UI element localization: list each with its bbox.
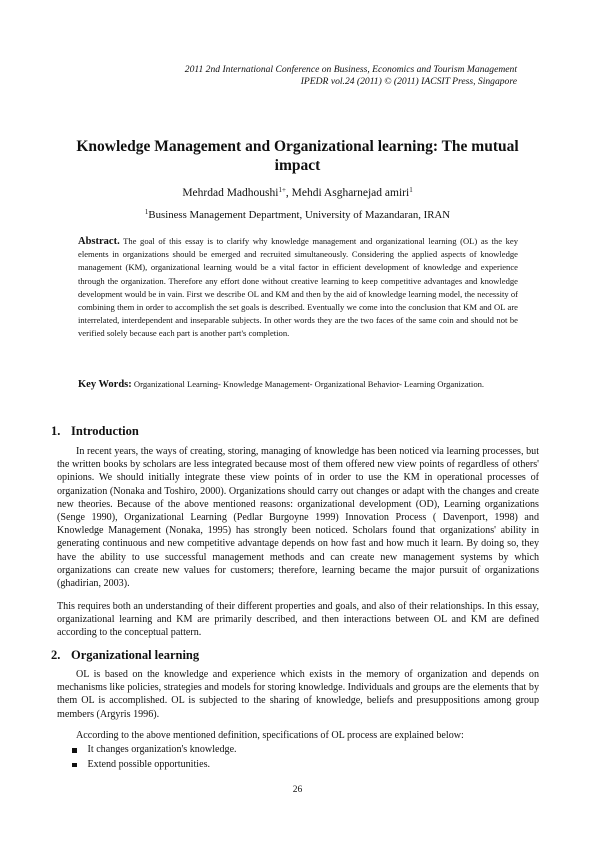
bullet-square-icon — [72, 748, 77, 753]
author-superscript: 1+ — [278, 186, 286, 194]
paper-title: Knowledge Management and Organizational learning: The mutual impact — [76, 138, 519, 174]
body-paragraph: This requires both an understanding of their different properties and goals, and also of their relationships. In this essay, organizational learning and KM are primarily described, and then interactions between OL and KM are defined according to the conceptual pattern. — [57, 601, 539, 639]
bullet-item — [72, 758, 237, 773]
bullet-item — [72, 743, 237, 758]
abstract — [78, 235, 518, 341]
section-title: Organizational learning — [71, 648, 200, 662]
bullet-text: It changes organization's knowledge. — [87, 744, 237, 755]
affiliation-superscript: 1 — [144, 208, 149, 216]
keywords-label: Key Words: — [78, 379, 132, 390]
body-paragraph: OL is based on the knowledge and experience which exists in the memory of organization and depends on mechanisms like policies, strategies and models for storing knowledge. Individuals and groups are the elements that by them OL is accomplished. OL is subjected to the sharing of knowledge, beliefs and presuppositions among group members (Argyris 1996). — [57, 669, 539, 720]
abstract-label: Abstract. — [78, 236, 120, 247]
body-paragraph: According to the above mentioned definition, specifications of OL process are explained below: — [76, 730, 464, 741]
author-name: Mehrdad Madhoushi — [182, 187, 279, 199]
affiliation-text: Business Management Department, University of Mazandaran, IRAN — [148, 209, 451, 221]
section-heading — [51, 424, 139, 439]
conference-header-line-2: IPEDR vol.24 (2011) © (2011) IACSIT Press, Singapore — [300, 76, 517, 87]
bullet-list — [72, 743, 237, 772]
section-title: Introduction — [71, 424, 139, 438]
section-number: 2. — [51, 648, 61, 662]
abstract-text: The goal of this essay is to clarify why knowledge management and organizational learning (OL) as the key elements in organizations should be emerged and recruited simultaneously. Considering the applied aspects of knowledge management (KM), organizational learning would be a vital factor in efficient development of knowledge and experience through the organization. Therefore any effort done without creative learning to keep competitive advantages and knowledge development would be in vain. First we describe OL and KM and then by the aid of knowledge learning model, the necessity of combining them in order to accomplish the set goals is described. Eventually we come into the conclusion that KM and OL are interrelated, interdependent and inseparable subjects. In other words they are the two faces of the same coin and should not be verified solely because each part is another part's completion. — [78, 236, 518, 339]
section-heading — [51, 648, 199, 663]
keywords — [78, 378, 518, 391]
keywords-text: Organizational Learning- Knowledge Management- Organizational Behavior- Learning Organization. — [131, 379, 485, 389]
bullet-text: Extend possible opportunities. — [87, 758, 211, 770]
body-paragraph: In recent years, the ways of creating, storing, managing of knowledge has been noticed via learning processes, but the written books by scholars are less integrated because most of them offered new view points of regardless of others' opinions. We should initially integrate these view points of in order to use the KM in operational processes of organization (Nonaka and Toshiro, 2000). Organizations should carry out changes or adapt with the changes and create new theories. Because of the above mentioned reasons: organizational development (OD), Learning organizations (Senge 1990), Organizational Learning (Pedlar Burgoyne 1999) Innovation Process ( Davenport, 1998) and Knowledge Management (Nonaka, 1995) has strongly been noticed. Scholars found that organizations' ability in generating continuous and new competitive advantage depends on how fast and how much it learn. By doing so, they have the ability to use successful management methods and can create new management systems by which organizations can create new values for customers; therefore, learning became the major pursuit of organizations (ghadirian, 2003). — [57, 446, 539, 590]
author-superscript: 1 — [409, 186, 413, 194]
author-separator: , — [285, 187, 292, 199]
bullet-square-icon — [72, 763, 77, 768]
author-name: Mehdi Asgharnejad amiri — [291, 187, 410, 199]
section-number: 1. — [51, 424, 61, 438]
affiliation — [0, 208, 595, 222]
conference-header-line-1: 2011 2nd International Conference on Business, Economics and Tourism Management — [184, 64, 517, 75]
author-list — [0, 186, 595, 200]
page-number: 26 — [292, 785, 303, 795]
